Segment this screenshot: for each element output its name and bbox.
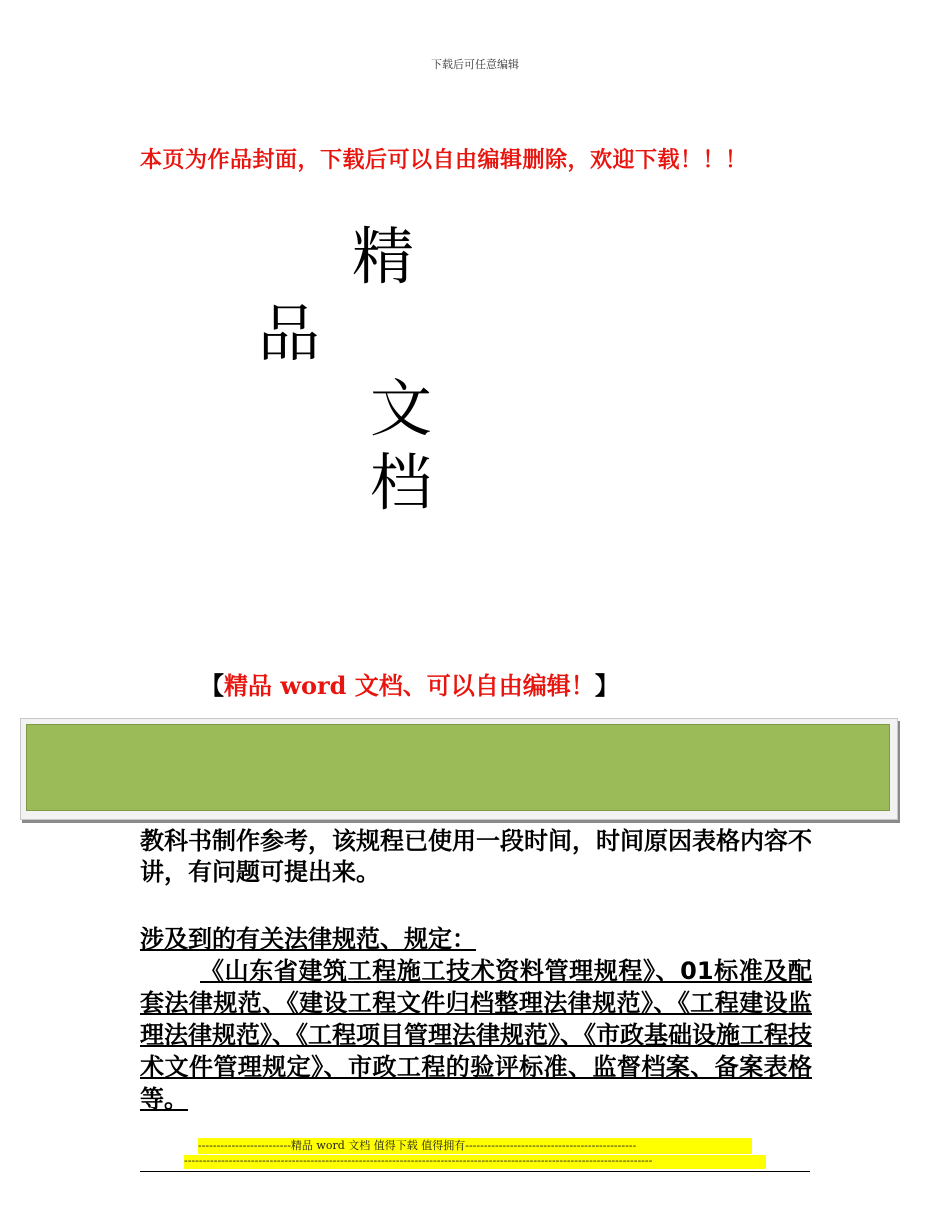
tagline-text: 精品 word 文档、可以自由编辑！ bbox=[224, 671, 595, 700]
green-banner bbox=[26, 724, 890, 811]
footer-banner-line: -------------------------精品 word 文档 值得下载 值得拥有---------------------------------------------- bbox=[198, 1138, 752, 1154]
intro-paragraph: 教科书制作参考，该规程已使用一段时间，时间原因表格内容不讲，有问题可提出来。 bbox=[140, 827, 812, 886]
cover-char-dang: 档 bbox=[370, 446, 433, 519]
footer-rule bbox=[140, 1171, 810, 1172]
cover-char-pin: 品 bbox=[258, 297, 321, 370]
cover-char-wen: 文 bbox=[370, 372, 433, 445]
laws-body: 《山东省建筑工程施工技术资料管理规程》、01标准及配套法律规范、《建设工程文件归档整理法律规范》、《工程建设监理法律规范》、《工程项目管理法律规范》、《市政基础设施工程技术文件管理规定》、市政工程的验评标准、监督档案、备案表格等。 bbox=[140, 957, 812, 1113]
laws-heading: 涉及到的有关法律规范、规定： bbox=[140, 925, 476, 953]
header-note: 下载后可任意编辑 bbox=[431, 58, 519, 71]
footer-dash-line: ------------------------------------------------------------------------------------------------------------------------------ bbox=[184, 1155, 766, 1169]
cover-tagline bbox=[200, 666, 760, 701]
cover-char-jing: 精 bbox=[352, 220, 415, 293]
cover-notice: 本页为作品封面，下载后可以自由编辑删除，欢迎下载！！！ bbox=[140, 148, 748, 173]
tagline-bracket-open: 【 bbox=[200, 671, 224, 700]
tagline-bracket-close: 】 bbox=[594, 671, 619, 700]
